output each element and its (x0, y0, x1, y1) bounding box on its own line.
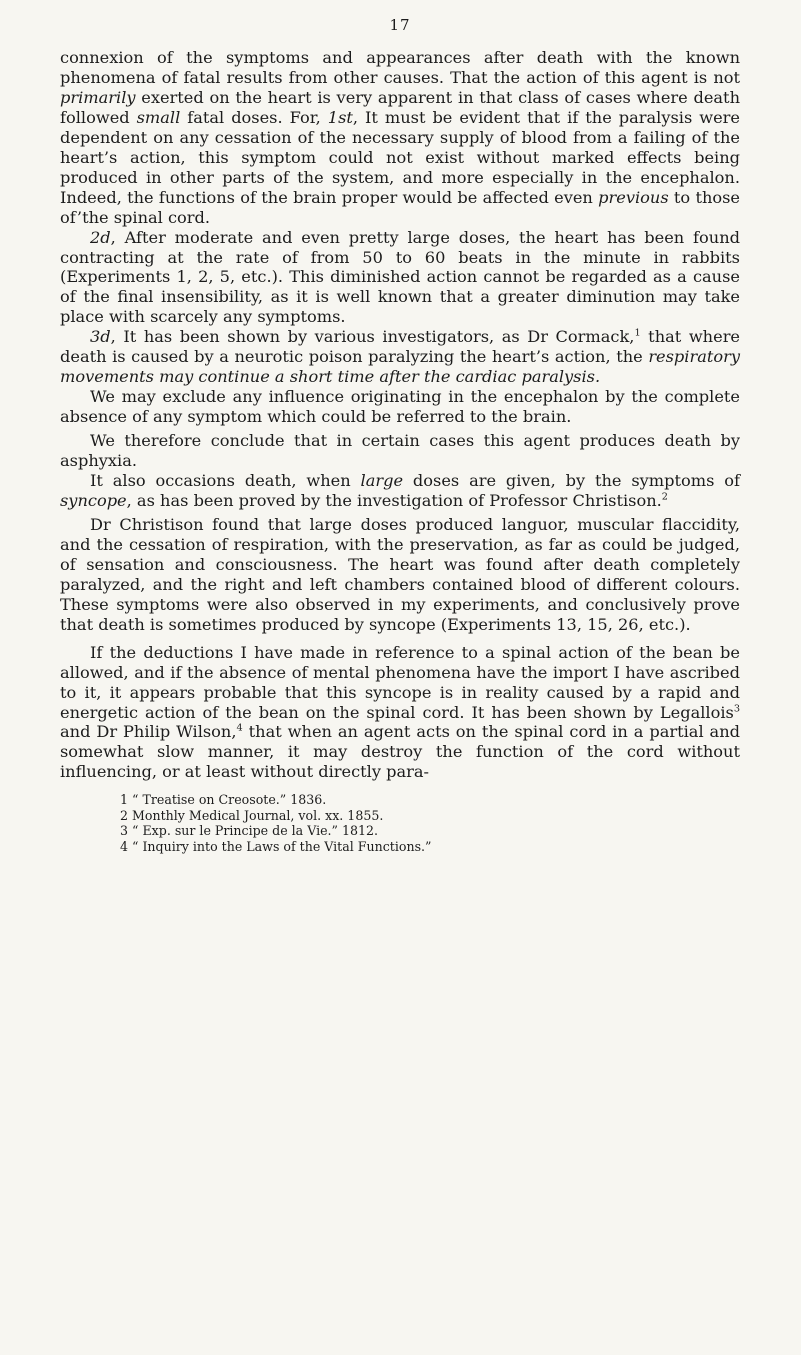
paragraph-p3: 3d, It has been shown by various investigators, as Dr Cormack,$^1$ that where death is caused by a neurotic poison paralyzing the heart’s action, the respiratory movements may continue a short time after the cardiac paralysis. (60, 327, 741, 387)
paragraph-p4: We may exclude any influence originating in the encephalon by the complete absence of any symptom which could be referred to the brain. (60, 387, 740, 427)
paragraph-p5: We therefore conclude that in certain cases this agent produces death by asphyxia. (60, 431, 740, 471)
paragraph-p7: Dr Christison found that large doses produced languor, muscular flaccidity, and the cessation of respiration, with the preservation, as far as could be judged, of sensation and consciousness. The heart was found after death completely paralyzed, and the right and left chambers contained blood of different colours. These symptoms were also observed in my experiments, and conclusively prove that death is sometimes produced by syncope (Experiments 13, 15, 26, etc.). (60, 514, 740, 634)
paragraph-p2: 2d, After moderate and even pretty large doses, the heart has been found contracting at the rate of from 50 to 60 beats in the minute in rabbits (Experiments 1, 2, 5, etc.). This diminished action cannot be regarded as a cause of the final insensibility, as it is well known that a greater diminution may take place with scarcely any symptoms. (60, 227, 740, 327)
footnotes (60, 792, 740, 854)
paragraph-p1: connexion of the symptoms and appearances after death with the known phenomena of fatal results from other causes. That the action of this agent is not primarily exerted on the heart is very apparent in that class of cases where death followed small fatal doses. For, 1st, It must be evident that if the paralysis were dependent on any cessation of the necessary supply of blood from a failing of the heart’s action, this symptom could not exist without marked effects being produced in other parts of the system, and more especially in the encephalon. Indeed, the functions of the brain proper would be affected even previous to those of’the spinal cord. (60, 48, 741, 227)
body-text (60, 48, 740, 782)
page-number: 17 (389, 16, 411, 34)
paragraph-p6: It also occasions death, when large doses are given, by the symptoms of syncope, as has been proved by the investigation of Professor Christison.$^2$ (60, 471, 740, 510)
footnote-4: 4 “ Inquiry into the Laws of the Vital Functions.” (120, 838, 432, 854)
footnote-1: 1 “ Treatise on Creosote.” 1836. (120, 792, 327, 808)
footnote-2: 2 Monthly Medical Journal, vol. xx. 1855. (120, 807, 384, 823)
footnote-3: 3 “ Exp. sur le Principe de la Vie.” 1812. (120, 823, 379, 839)
document-page (60, 16, 740, 854)
paragraph-p8: If the deductions I have made in reference to a spinal action of the bean be allowed, and if the absence of mental phenomena have the import I have ascribed to it, it appears probable that this syncope is in reality caused by a rapid and energetic action of the bean on the spinal cord. It has been shown by Legallois$^3$ and Dr Philip Wilson,$^4$ that when an agent acts on the spinal cord in a partial and somewhat slow manner, it may destroy the function of the cord without influencing, or at least without directly para- (60, 642, 741, 782)
